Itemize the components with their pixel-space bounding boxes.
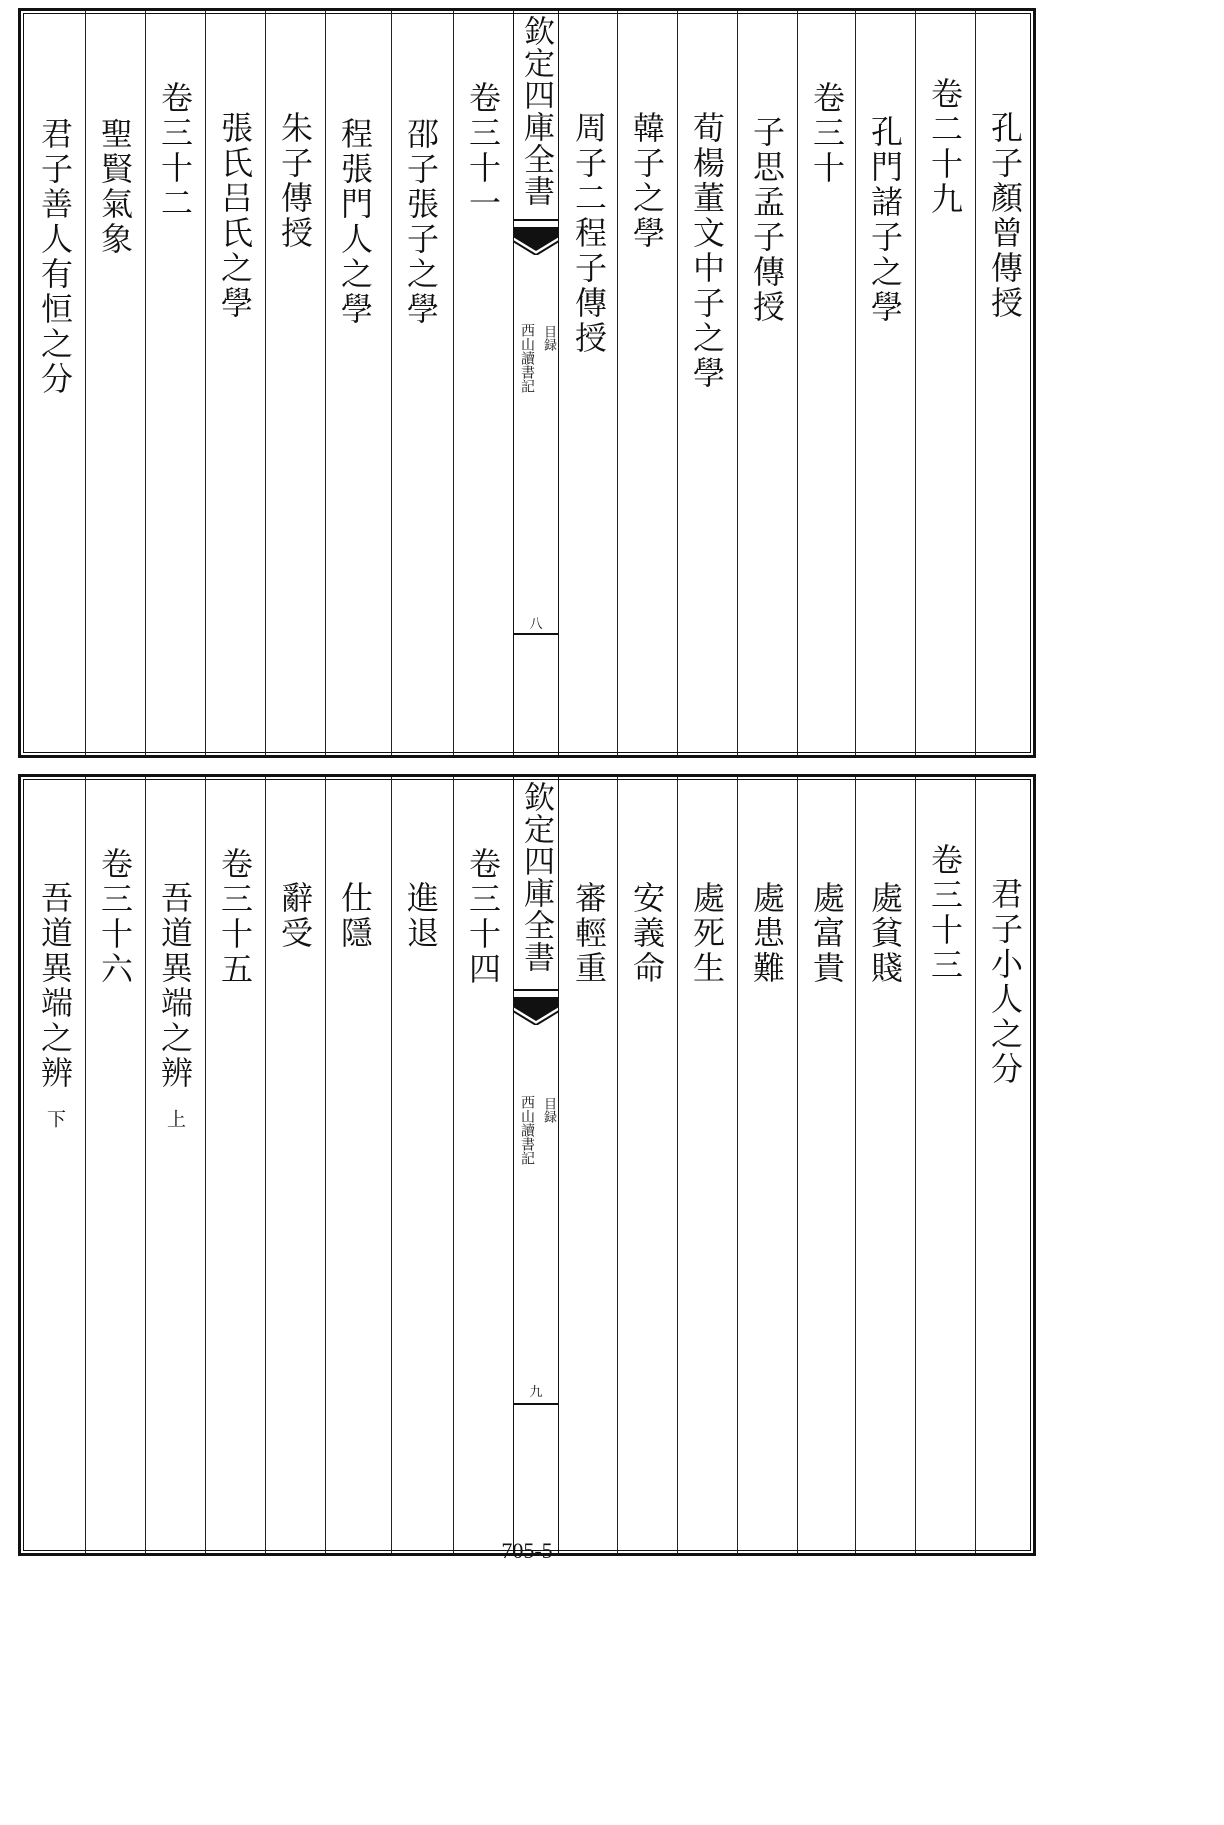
fishtail-mark-icon	[513, 997, 559, 1025]
gutter-rule	[558, 777, 559, 1553]
toc-entry: 處死生	[688, 881, 726, 986]
gutter-rule	[513, 777, 514, 1553]
column-rule	[265, 777, 266, 1553]
column-rule	[677, 11, 678, 755]
column-rule	[453, 777, 454, 1553]
toc-entry: 聖賢氣象	[96, 117, 134, 257]
column-rule	[453, 11, 454, 755]
collection-title: 欽定四庫全書	[518, 15, 554, 207]
toc-entry: 孔子顏曾傳授	[986, 111, 1024, 321]
gutter-divider	[513, 633, 559, 635]
volume-heading: 卷三十五	[216, 847, 254, 987]
book-title: 西山讀書記	[519, 1095, 535, 1165]
column-rule	[855, 11, 856, 755]
toc-entry: 荀楊董文中子之學	[688, 111, 726, 391]
column-rule	[737, 11, 738, 755]
toc-entry: 處富貴	[808, 881, 846, 986]
column-rule	[391, 777, 392, 1553]
volume-heading: 卷三十六	[96, 847, 134, 987]
toc-entry: 邵子張子之學	[402, 117, 440, 327]
collection-title: 欽定四庫全書	[518, 781, 554, 973]
toc-entry: 仕隱	[336, 881, 374, 951]
gutter-divider	[513, 1403, 559, 1405]
toc-entry: 吾道異端之辨	[156, 881, 194, 1091]
toc-entry: 吾道異端之辨	[36, 881, 74, 1091]
column-rule	[145, 11, 146, 755]
toc-entry: 君子小人之分	[986, 877, 1024, 1087]
gutter-rule	[558, 11, 559, 755]
page-number: 705-5	[501, 1538, 553, 1563]
column-rule	[617, 777, 618, 1553]
toc-entry: 進退	[402, 881, 440, 951]
column-rule	[325, 777, 326, 1553]
volume-heading: 卷三十	[808, 81, 846, 186]
volume-part-note: 下	[44, 1109, 66, 1128]
toc-entry: 朱子傳授	[276, 111, 314, 251]
column-rule	[325, 11, 326, 755]
column-rule	[85, 777, 86, 1553]
column-rule	[205, 777, 206, 1553]
volume-heading: 卷三十二	[156, 81, 194, 221]
volume-heading: 卷二十九	[926, 77, 964, 217]
toc-entry: 處貧賤	[866, 881, 904, 986]
gutter-rule	[513, 11, 514, 755]
column-rule	[677, 777, 678, 1553]
gutter-divider	[513, 989, 559, 991]
section-label: 目録	[541, 325, 556, 351]
column-rule	[617, 11, 618, 755]
volume-heading: 卷三十四	[464, 847, 502, 987]
column-rule	[975, 11, 976, 755]
volume-part-note: 上	[164, 1109, 186, 1128]
column-rule	[797, 11, 798, 755]
column-rule	[85, 11, 86, 755]
fishtail-mark-icon	[513, 227, 559, 255]
folio-number: 九	[529, 1385, 543, 1400]
column-rule	[265, 11, 266, 755]
section-label: 目録	[541, 1097, 556, 1123]
volume-heading: 卷三十三	[926, 843, 964, 983]
column-rule	[797, 777, 798, 1553]
toc-entry: 張氏吕氏之學	[216, 111, 254, 321]
column-rule	[145, 777, 146, 1553]
toc-entry: 審輕重	[570, 881, 608, 986]
center-gutter	[513, 777, 559, 1553]
toc-entry: 韓子之學	[628, 111, 666, 251]
bottom-panel	[18, 774, 1036, 1556]
folio-number: 八	[529, 617, 543, 632]
toc-entry: 辭受	[276, 881, 314, 951]
center-gutter	[513, 11, 559, 755]
toc-entry: 安義命	[628, 881, 666, 986]
book-title: 西山讀書記	[519, 323, 535, 393]
toc-entry: 君子善人有恒之分	[36, 117, 74, 397]
column-rule	[915, 11, 916, 755]
column-rule	[855, 777, 856, 1553]
column-rule	[391, 11, 392, 755]
toc-entry: 子思孟子傳授	[748, 115, 786, 325]
volume-heading: 卷三十一	[464, 81, 502, 221]
gutter-divider	[513, 219, 559, 221]
column-rule	[205, 11, 206, 755]
column-rule	[737, 777, 738, 1553]
toc-entry: 處患難	[748, 881, 786, 986]
column-rule	[975, 777, 976, 1553]
column-rule	[915, 777, 916, 1553]
toc-entry: 周子二程子傳授	[570, 111, 608, 356]
toc-entry: 孔門諸子之學	[866, 115, 904, 325]
toc-entry: 程張門人之學	[336, 117, 374, 327]
top-panel	[18, 8, 1036, 758]
